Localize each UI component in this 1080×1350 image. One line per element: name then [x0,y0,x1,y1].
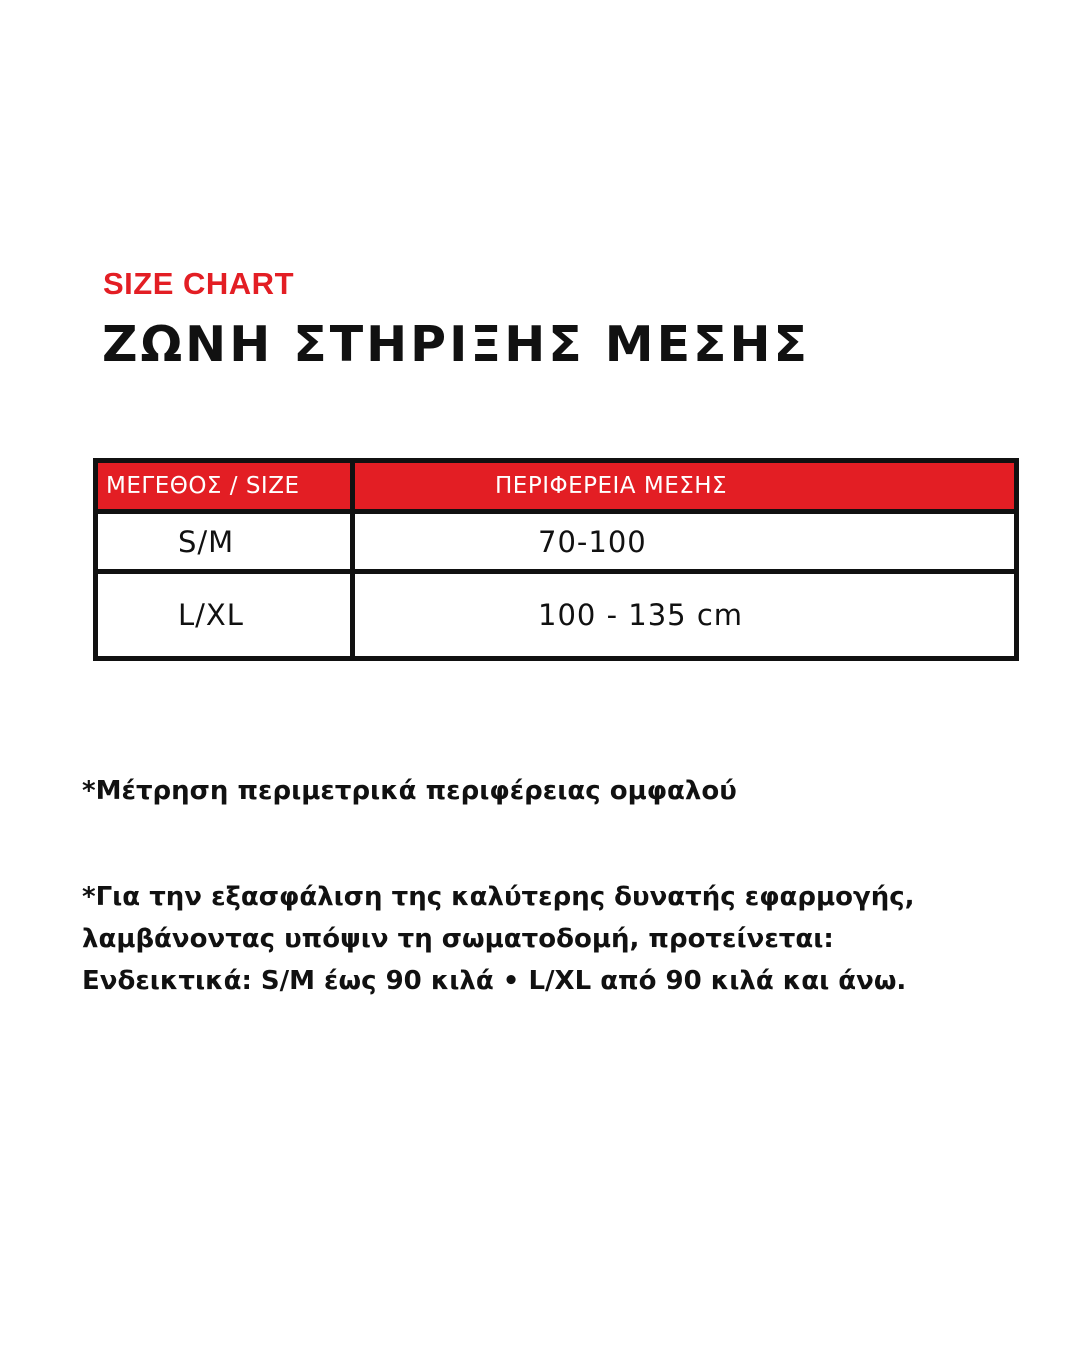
column-header-waist: ΠΕΡΙΦΕΡΕΙΑ ΜΕΣΗΣ [353,461,1017,512]
fit-note-line: Ενδεικτικά: S/M έως 90 κιλά • L/XL από 90 κιλά και άνω. [82,966,907,996]
table-row [96,512,1017,572]
waist-cell: 100 - 135 cm [353,572,1017,659]
waist-cell: 70-100 [353,512,1017,572]
table-header-row [96,461,1017,512]
fit-note-line: *Για την εξασφάλιση της καλύτερης δυνατής εφαρμογής, [82,882,915,912]
fit-recommendation-note [82,876,1042,1002]
fit-note-line: λαμβάνοντας υπόψιν τη σωματοδομή, προτείνεται: [82,924,834,954]
size-cell: L/XL [96,572,353,659]
size-cell: S/M [96,512,353,572]
page-title: ΖΩΝΗ ΣΤΗΡΙΞΗΣ ΜΕΣΗΣ [102,316,810,373]
measurement-note: *Μέτρηση περιμετρικά περιφέρειας ομφαλού [82,776,737,806]
table-row [96,572,1017,659]
column-header-size: ΜΕΓΕΘΟΣ / SIZE [96,461,353,512]
size-table [93,458,1019,661]
size-chart-label: SIZE CHART [103,266,294,301]
